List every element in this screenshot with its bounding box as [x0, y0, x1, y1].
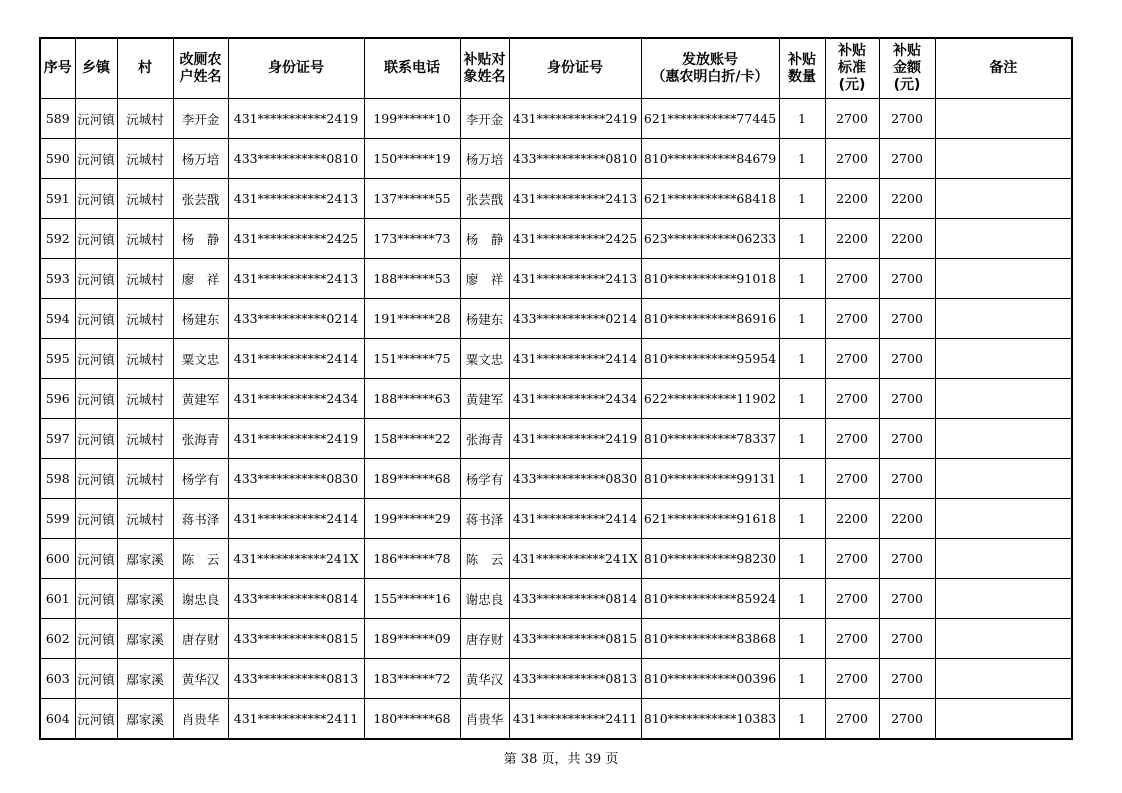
header-recipient-id: 身份证号	[509, 38, 641, 99]
seq-cell: 601	[40, 579, 75, 619]
recipient-id-cell: 433***********0813	[509, 659, 641, 699]
amount-cell: 2700	[879, 339, 935, 379]
seq-cell: 592	[40, 219, 75, 259]
village-cell: 沅城村	[117, 99, 173, 139]
recipient-id-cell: 433***********0214	[509, 299, 641, 339]
standard-cell: 2700	[825, 539, 879, 579]
recipient-id-cell: 431***********2413	[509, 179, 641, 219]
quantity-cell: 1	[779, 299, 825, 339]
table-row	[40, 539, 1072, 579]
recipient-name-cell: 谢忠良	[460, 579, 509, 619]
town-cell: 沅河镇	[75, 659, 117, 699]
table-row	[40, 99, 1072, 139]
quantity-cell: 1	[779, 539, 825, 579]
header-line: 发放账号	[682, 51, 738, 68]
household-name-cell: 杨学有	[173, 459, 228, 499]
header-line: 补贴对	[463, 51, 506, 68]
id-number-cell: 431***********2413	[228, 259, 364, 299]
header-line: 金额	[893, 60, 921, 76]
recipient-id-cell: 431***********2419	[509, 99, 641, 139]
recipient-name-cell: 廖 祥	[460, 259, 509, 299]
id-number-cell: 431***********2411	[228, 699, 364, 740]
header-line: 改厕农	[179, 51, 222, 68]
quantity-cell: 1	[779, 619, 825, 659]
recipient-id-cell: 431***********2414	[509, 339, 641, 379]
table-row	[40, 619, 1072, 659]
header-town: 乡镇	[75, 38, 117, 99]
recipient-name-cell: 黄建军	[460, 379, 509, 419]
recipient-name-cell: 陈 云	[460, 539, 509, 579]
remark-cell	[935, 459, 1072, 499]
phone-cell: 155******16	[364, 579, 460, 619]
quantity-cell: 1	[779, 139, 825, 179]
account-cell: 623***********06233	[641, 219, 779, 259]
quantity-cell: 1	[779, 699, 825, 740]
id-number-cell: 433***********0814	[228, 579, 364, 619]
town-cell: 沅河镇	[75, 379, 117, 419]
amount-cell: 2700	[879, 459, 935, 499]
amount-cell: 2700	[879, 699, 935, 740]
phone-cell: 191******28	[364, 299, 460, 339]
recipient-name-cell: 李开金	[460, 99, 509, 139]
amount-cell: 2200	[879, 179, 935, 219]
seq-cell: 589	[40, 99, 75, 139]
remark-cell	[935, 339, 1072, 379]
header-village: 村	[117, 38, 173, 99]
village-cell: 沅城村	[117, 139, 173, 179]
header-recipient-name	[460, 38, 509, 99]
recipient-id-cell: 431***********2434	[509, 379, 641, 419]
id-number-cell: 433***********0214	[228, 299, 364, 339]
phone-cell: 151******75	[364, 339, 460, 379]
account-cell: 810***********78337	[641, 419, 779, 459]
recipient-name-cell: 黄华汉	[460, 659, 509, 699]
amount-cell: 2700	[879, 379, 935, 419]
id-number-cell: 433***********0810	[228, 139, 364, 179]
household-name-cell: 黄华汉	[173, 659, 228, 699]
village-cell: 沅城村	[117, 179, 173, 219]
table-row	[40, 219, 1072, 259]
id-number-cell: 431***********2434	[228, 379, 364, 419]
recipient-name-cell: 杨建东	[460, 299, 509, 339]
village-cell: 沅城村	[117, 299, 173, 339]
table-row	[40, 139, 1072, 179]
header-remark: 备注	[935, 38, 1072, 99]
village-cell: 沅城村	[117, 459, 173, 499]
town-cell: 沅河镇	[75, 579, 117, 619]
account-cell: 810***********83868	[641, 619, 779, 659]
phone-cell: 183******72	[364, 659, 460, 699]
recipient-name-cell: 杨学有	[460, 459, 509, 499]
header-id-number: 身份证号	[228, 38, 364, 99]
seq-cell: 602	[40, 619, 75, 659]
recipient-name-cell: 张芸戬	[460, 179, 509, 219]
standard-cell: 2700	[825, 699, 879, 740]
town-cell: 沅河镇	[75, 699, 117, 740]
remark-cell	[935, 139, 1072, 179]
account-cell: 810***********84679	[641, 139, 779, 179]
household-name-cell: 张海青	[173, 419, 228, 459]
quantity-cell: 1	[779, 99, 825, 139]
phone-cell: 180******68	[364, 699, 460, 740]
footer-suffix: 页	[605, 752, 619, 767]
recipient-name-cell: 张海青	[460, 419, 509, 459]
header-line: (元)	[838, 77, 866, 93]
account-cell: 622***********11902	[641, 379, 779, 419]
account-cell: 810***********99131	[641, 459, 779, 499]
seq-cell: 600	[40, 539, 75, 579]
quantity-cell: 1	[779, 339, 825, 379]
header-seq: 序号	[40, 38, 75, 99]
quantity-cell: 1	[779, 219, 825, 259]
table-row	[40, 259, 1072, 299]
standard-cell: 2700	[825, 619, 879, 659]
household-name-cell: 蒋书泽	[173, 499, 228, 539]
recipient-name-cell: 杨万培	[460, 139, 509, 179]
id-number-cell: 431***********2419	[228, 99, 364, 139]
seq-cell: 597	[40, 419, 75, 459]
page-footer	[0, 748, 1122, 767]
remark-cell	[935, 539, 1072, 579]
household-name-cell: 杨 静	[173, 219, 228, 259]
account-cell: 810***********10383	[641, 699, 779, 740]
header-quantity	[779, 38, 825, 99]
remark-cell	[935, 499, 1072, 539]
quantity-cell: 1	[779, 659, 825, 699]
quantity-cell: 1	[779, 179, 825, 219]
standard-cell: 2700	[825, 339, 879, 379]
village-cell: 沅城村	[117, 339, 173, 379]
seq-cell: 591	[40, 179, 75, 219]
id-number-cell: 431***********241X	[228, 539, 364, 579]
table-row	[40, 699, 1072, 740]
header-line: 数量	[788, 68, 816, 85]
standard-cell: 2700	[825, 459, 879, 499]
phone-cell: 186******78	[364, 539, 460, 579]
recipient-id-cell: 431***********2413	[509, 259, 641, 299]
quantity-cell: 1	[779, 579, 825, 619]
header-line: 补贴	[838, 43, 866, 59]
village-cell: 鄢家溪	[117, 659, 173, 699]
table-row	[40, 659, 1072, 699]
amount-cell: 2700	[879, 99, 935, 139]
account-cell: 810***********95954	[641, 339, 779, 379]
quantity-cell: 1	[779, 259, 825, 299]
village-cell: 鄢家溪	[117, 619, 173, 659]
recipient-id-cell: 433***********0814	[509, 579, 641, 619]
account-cell: 621***********77445	[641, 99, 779, 139]
seq-cell: 593	[40, 259, 75, 299]
village-cell: 鄢家溪	[117, 579, 173, 619]
id-number-cell: 431***********2414	[228, 339, 364, 379]
town-cell: 沅河镇	[75, 499, 117, 539]
phone-cell: 150******19	[364, 139, 460, 179]
table-row	[40, 419, 1072, 459]
seq-cell: 599	[40, 499, 75, 539]
id-number-cell: 431***********2419	[228, 419, 364, 459]
phone-cell: 137******55	[364, 179, 460, 219]
remark-cell	[935, 259, 1072, 299]
header-household-name	[173, 38, 228, 99]
household-name-cell: 李开金	[173, 99, 228, 139]
header-line: 补贴	[788, 51, 816, 68]
recipient-id-cell: 431***********241X	[509, 539, 641, 579]
town-cell: 沅河镇	[75, 419, 117, 459]
header-line: （惠农明白折/卡）	[651, 68, 769, 85]
household-name-cell: 张芸戬	[173, 179, 228, 219]
id-number-cell: 431***********2414	[228, 499, 364, 539]
standard-cell: 2700	[825, 379, 879, 419]
table-row	[40, 299, 1072, 339]
header-line: 补贴	[893, 43, 921, 59]
seq-cell: 598	[40, 459, 75, 499]
header-line: 标准	[838, 60, 866, 76]
id-number-cell: 433***********0813	[228, 659, 364, 699]
seq-cell: 590	[40, 139, 75, 179]
village-cell: 沅城村	[117, 419, 173, 459]
amount-cell: 2700	[879, 299, 935, 339]
standard-cell: 2700	[825, 99, 879, 139]
quantity-cell: 1	[779, 379, 825, 419]
village-cell: 沅城村	[117, 259, 173, 299]
village-cell: 鄢家溪	[117, 699, 173, 740]
id-number-cell: 431***********2413	[228, 179, 364, 219]
quantity-cell: 1	[779, 499, 825, 539]
account-cell: 621***********91618	[641, 499, 779, 539]
household-name-cell: 杨建东	[173, 299, 228, 339]
account-cell: 621***********68418	[641, 179, 779, 219]
standard-cell: 2700	[825, 259, 879, 299]
header-line: 象姓名	[463, 68, 506, 85]
seq-cell: 596	[40, 379, 75, 419]
table-row	[40, 339, 1072, 379]
header-account	[641, 38, 779, 99]
phone-cell: 188******63	[364, 379, 460, 419]
recipient-id-cell: 431***********2411	[509, 699, 641, 740]
household-name-cell: 唐存财	[173, 619, 228, 659]
amount-cell: 2700	[879, 139, 935, 179]
recipient-id-cell: 433***********0815	[509, 619, 641, 659]
footer-prefix: 第	[503, 752, 517, 767]
remark-cell	[935, 99, 1072, 139]
seq-cell: 594	[40, 299, 75, 339]
remark-cell	[935, 579, 1072, 619]
recipient-name-cell: 肖贵华	[460, 699, 509, 740]
standard-cell: 2700	[825, 579, 879, 619]
village-cell: 沅城村	[117, 379, 173, 419]
remark-cell	[935, 179, 1072, 219]
town-cell: 沅河镇	[75, 139, 117, 179]
amount-cell: 2700	[879, 259, 935, 299]
town-cell: 沅河镇	[75, 99, 117, 139]
town-cell: 沅河镇	[75, 219, 117, 259]
phone-cell: 199******29	[364, 499, 460, 539]
header-amount	[879, 38, 935, 99]
account-cell: 810***********86916	[641, 299, 779, 339]
household-name-cell: 肖贵华	[173, 699, 228, 740]
seq-cell: 604	[40, 699, 75, 740]
quantity-cell: 1	[779, 459, 825, 499]
standard-cell: 2200	[825, 179, 879, 219]
header-row	[40, 38, 1072, 99]
village-cell: 沅城村	[117, 499, 173, 539]
header-line: (元)	[893, 77, 921, 93]
household-name-cell: 陈 云	[173, 539, 228, 579]
recipient-id-cell: 431***********2419	[509, 419, 641, 459]
footer-middle: 页，共	[541, 752, 581, 767]
household-name-cell: 黄建军	[173, 379, 228, 419]
household-name-cell: 杨万培	[173, 139, 228, 179]
town-cell: 沅河镇	[75, 259, 117, 299]
table-row	[40, 579, 1072, 619]
account-cell: 810***********98230	[641, 539, 779, 579]
standard-cell: 2200	[825, 219, 879, 259]
current-page-number: 38	[520, 752, 538, 767]
household-name-cell: 粟文忠	[173, 339, 228, 379]
remark-cell	[935, 219, 1072, 259]
table-row	[40, 379, 1072, 419]
id-number-cell: 431***********2425	[228, 219, 364, 259]
town-cell: 沅河镇	[75, 619, 117, 659]
amount-cell: 2700	[879, 659, 935, 699]
recipient-name-cell: 蒋书泽	[460, 499, 509, 539]
recipient-name-cell: 唐存财	[460, 619, 509, 659]
amount-cell: 2700	[879, 579, 935, 619]
recipient-id-cell: 433***********0830	[509, 459, 641, 499]
account-cell: 810***********91018	[641, 259, 779, 299]
recipient-id-cell: 433***********0810	[509, 139, 641, 179]
recipient-id-cell: 431***********2425	[509, 219, 641, 259]
recipient-id-cell: 431***********2414	[509, 499, 641, 539]
standard-cell: 2700	[825, 659, 879, 699]
remark-cell	[935, 419, 1072, 459]
village-cell: 沅城村	[117, 219, 173, 259]
seq-cell: 603	[40, 659, 75, 699]
table-row	[40, 459, 1072, 499]
header-phone: 联系电话	[364, 38, 460, 99]
standard-cell: 2700	[825, 139, 879, 179]
town-cell: 沅河镇	[75, 339, 117, 379]
amount-cell: 2700	[879, 619, 935, 659]
id-number-cell: 433***********0830	[228, 459, 364, 499]
town-cell: 沅河镇	[75, 539, 117, 579]
remark-cell	[935, 619, 1072, 659]
remark-cell	[935, 299, 1072, 339]
amount-cell: 2700	[879, 419, 935, 459]
village-cell: 鄢家溪	[117, 539, 173, 579]
town-cell: 沅河镇	[75, 459, 117, 499]
phone-cell: 189******09	[364, 619, 460, 659]
phone-cell: 199******10	[364, 99, 460, 139]
standard-cell: 2700	[825, 419, 879, 459]
account-cell: 810***********85924	[641, 579, 779, 619]
remark-cell	[935, 379, 1072, 419]
header-standard	[825, 38, 879, 99]
table-row	[40, 499, 1072, 539]
table-row	[40, 179, 1072, 219]
total-pages-number: 39	[584, 752, 602, 767]
recipient-name-cell: 粟文忠	[460, 339, 509, 379]
subsidy-table	[39, 37, 1073, 740]
id-number-cell: 433***********0815	[228, 619, 364, 659]
seq-cell: 595	[40, 339, 75, 379]
table-body	[40, 99, 1072, 740]
standard-cell: 2200	[825, 499, 879, 539]
phone-cell: 189******68	[364, 459, 460, 499]
amount-cell: 2700	[879, 539, 935, 579]
standard-cell: 2700	[825, 299, 879, 339]
household-name-cell: 廖 祥	[173, 259, 228, 299]
remark-cell	[935, 659, 1072, 699]
phone-cell: 158******22	[364, 419, 460, 459]
town-cell: 沅河镇	[75, 179, 117, 219]
phone-cell: 188******53	[364, 259, 460, 299]
quantity-cell: 1	[779, 419, 825, 459]
household-name-cell: 谢忠良	[173, 579, 228, 619]
amount-cell: 2200	[879, 219, 935, 259]
amount-cell: 2200	[879, 499, 935, 539]
remark-cell	[935, 699, 1072, 740]
header-line: 户姓名	[179, 68, 222, 85]
recipient-name-cell: 杨 静	[460, 219, 509, 259]
phone-cell: 173******73	[364, 219, 460, 259]
town-cell: 沅河镇	[75, 299, 117, 339]
account-cell: 810***********00396	[641, 659, 779, 699]
